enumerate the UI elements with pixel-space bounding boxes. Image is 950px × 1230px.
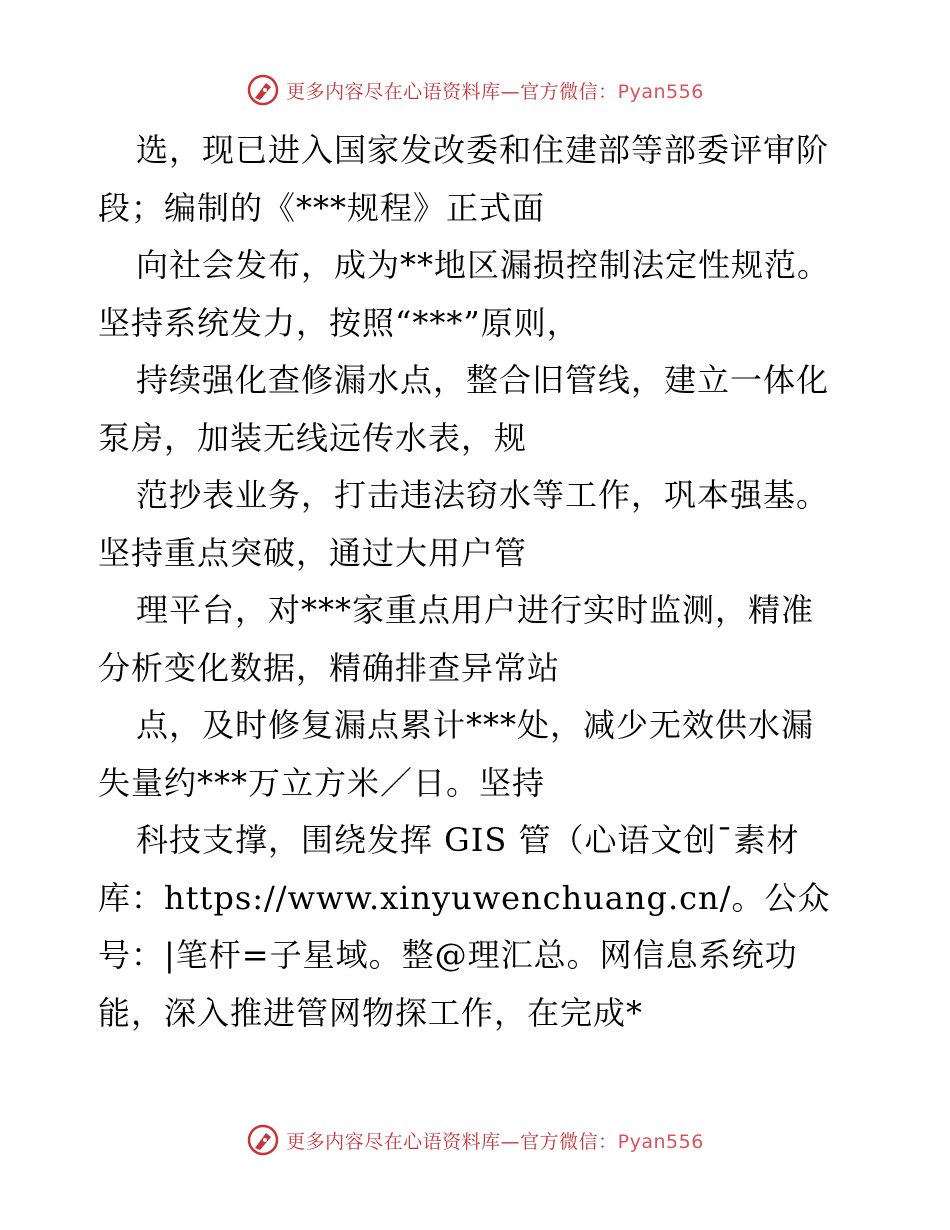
header-banner-label: 更多内容尽在心语资料库—官方微信： [286,80,618,103]
body-line: 坚持重点突破，通过大用户管 [98,533,528,572]
document-body [98,122,858,1042]
body-line: 科技支撑，围绕发挥 GIS 管（心语文创¯素材 [136,821,800,859]
body-line: 坚持系统发力，按照“***”原则， [98,303,580,342]
body-line: 分析变化数据，精确排查异常站 [98,648,561,687]
body-line: 持续强化查修漏水点，整合旧管线，建立一体化 [136,361,830,399]
header-banner-text [286,77,704,104]
body-line: 能，深入推进管网物探工作，在完成* [98,993,644,1032]
pen-nib-logo-icon [246,73,280,107]
body-line: 失量约***万立方米／日。坚持 [98,763,546,802]
body-line: 点，及时修复漏点累计***处，减少无效供水漏 [136,706,815,744]
pen-nib-logo-icon [246,1123,280,1157]
body-line: 范抄表业务，打击违法窃水等工作，巩本强基。 [136,476,830,514]
footer-banner [0,1120,950,1160]
footer-banner-text [286,1127,704,1154]
body-line: 段；编制的《***规程》正式面 [98,188,546,227]
body-line: 泵房，加装无线远传水表，规 [98,418,528,457]
footer-banner-handle: Pyan556 [617,1130,704,1153]
body-line: 选，现已进入国家发改委和住建部等部委评审阶 [136,131,830,169]
body-line: 理平台，对***家重点用户进行实时监测，精准 [136,591,815,629]
body-line: 库：https://www.xinyuwenchuang.cn/。公众 [98,878,831,917]
header-banner [0,70,950,110]
body-line: 号：|笔杆=子星域。整@理汇总。网信息系统功 [98,936,798,974]
body-line: 向社会发布，成为**地区漏损控制法定性规范。 [136,246,831,284]
footer-banner-label: 更多内容尽在心语资料库—官方微信： [286,1130,618,1153]
header-banner-handle: Pyan556 [617,80,704,103]
